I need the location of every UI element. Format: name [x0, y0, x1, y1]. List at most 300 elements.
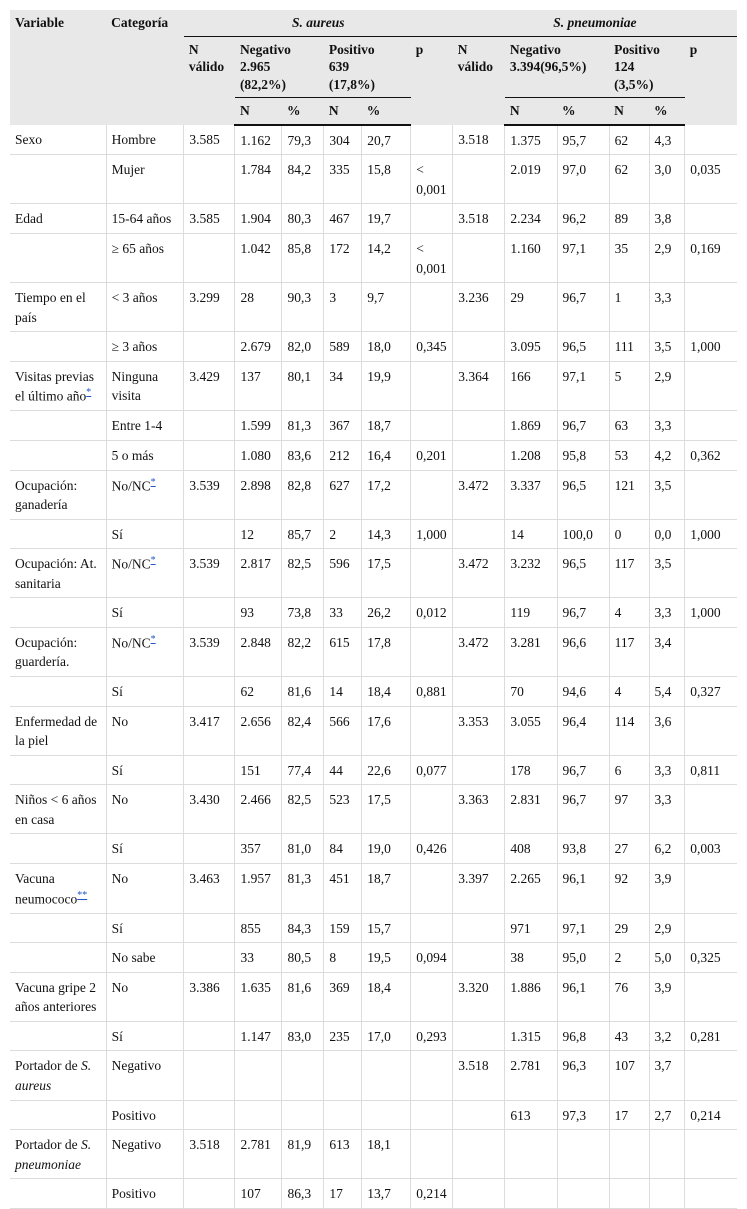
pneu-p-cell: 0,327 [685, 677, 737, 707]
pneu-neg-pct-cell: 96,6 [557, 627, 609, 676]
aureus-neg-pct-cell: 83,0 [282, 1021, 324, 1051]
aureus-neg-pct-cell: 83,6 [282, 440, 324, 470]
n-valido-cell [184, 598, 235, 628]
aureus-p-cell [411, 549, 453, 598]
n-valido-cell [453, 411, 505, 441]
aureus-neg-pct-cell: 80,1 [282, 361, 324, 411]
aureus-neg-n-cell: 1.904 [235, 204, 282, 234]
aureus-neg-pct-cell: 81,3 [282, 863, 324, 913]
pneu-pos-pct-cell: 3,0 [649, 155, 685, 204]
aureus-neg-n-cell: 2.817 [235, 549, 282, 598]
n-valido-cell [453, 1130, 505, 1179]
pneu-pos-pct-cell: 3,6 [649, 706, 685, 755]
variable-cell [10, 785, 106, 834]
category-cell [106, 677, 184, 707]
n-valido-cell: 3.236 [453, 283, 505, 332]
pneu-neg-n-cell: 3.095 [505, 332, 557, 362]
table-row [10, 125, 737, 155]
variable-cell [10, 361, 106, 411]
table-row [10, 470, 737, 519]
pneu-neg-pct-cell: 96,7 [557, 785, 609, 834]
n-valido-cell [184, 755, 235, 785]
aureus-neg-pct-cell: 82,2 [282, 627, 324, 676]
category-cell [106, 627, 184, 676]
header-aureus-negativo: Negativo 2.965 (82,2%) [235, 36, 324, 98]
n-valido-cell: 3.585 [184, 125, 235, 155]
category-cell [106, 755, 184, 785]
pneu-pos-n-cell: 35 [609, 233, 649, 282]
table-row [10, 519, 737, 549]
aureus-pos-n-cell: 615 [324, 627, 362, 676]
pneu-neg-n-cell: 1.208 [505, 440, 557, 470]
pneu-neg-n-cell: 1.375 [505, 125, 557, 155]
aureus-p-cell: < 0,001 [411, 233, 453, 282]
category-cell [106, 155, 184, 204]
n-valido-cell: 3.472 [453, 549, 505, 598]
aureus-p-cell [411, 913, 453, 943]
pneu-neg-n-cell: 971 [505, 913, 557, 943]
pneu-neg-n-cell: 3.232 [505, 549, 557, 598]
category-label: Negativo [111, 1137, 162, 1153]
pneu-neg-n-cell: 2.019 [505, 155, 557, 204]
n-valido-cell [453, 1179, 505, 1209]
header-p-pneumoniae: p [685, 36, 737, 125]
pneu-pos-pct-cell [649, 1130, 685, 1179]
pneu-neg-n-cell [505, 1179, 557, 1209]
category-cell [106, 863, 184, 913]
n-valido-cell: 3.463 [184, 863, 235, 913]
aureus-pos-n-cell: 235 [324, 1021, 362, 1051]
pneu-p-cell [685, 863, 737, 913]
aureus-neg-pct-cell: 77,4 [282, 755, 324, 785]
variable-cell [10, 863, 106, 913]
n-valido-cell: 3.320 [453, 972, 505, 1021]
pneu-neg-pct-cell: 97,1 [557, 913, 609, 943]
footnote-link[interactable]: * [86, 387, 92, 399]
table-row [10, 755, 737, 785]
category-label: No [111, 870, 129, 886]
pneu-pos-pct-cell: 3,8 [649, 204, 685, 234]
category-cell [106, 470, 184, 519]
aureus-neg-pct-cell: 82,4 [282, 706, 324, 755]
aureus-neg-n-cell: 93 [235, 598, 282, 628]
aureus-p-cell [411, 785, 453, 834]
aureus-pos-pct-cell: 18,4 [362, 677, 411, 707]
pneu-pos-n-cell [609, 1130, 649, 1179]
category-cell [106, 1179, 184, 1209]
category-label: Sí [111, 526, 123, 542]
pneu-p-cell: 0,035 [685, 155, 737, 204]
header-pct: % [282, 98, 324, 125]
variable-cell [10, 755, 106, 785]
aureus-neg-pct-cell: 82,5 [282, 785, 324, 834]
category-label: ≥ 3 años [111, 339, 158, 355]
pneu-neg-n-cell: 613 [505, 1100, 557, 1130]
pneu-pos-pct-cell: 4,2 [649, 440, 685, 470]
aureus-pos-pct-cell: 15,7 [362, 913, 411, 943]
pneu-neg-pct-cell: 96,5 [557, 470, 609, 519]
pneu-neg-pct-cell [557, 1179, 609, 1209]
pneu-neg-n-cell: 1.869 [505, 411, 557, 441]
aureus-p-cell [411, 361, 453, 411]
n-valido-cell: 3.364 [453, 361, 505, 411]
category-cell [106, 598, 184, 628]
variable-label: Sexo [15, 131, 42, 147]
aureus-neg-n-cell: 1.080 [235, 440, 282, 470]
pneu-neg-n-cell: 14 [505, 519, 557, 549]
header-n: N [235, 98, 282, 125]
pneu-p-cell [685, 1130, 737, 1179]
variable-cell [10, 470, 106, 519]
aureus-pos-pct-cell: 18,4 [362, 972, 411, 1021]
results-table [10, 10, 737, 1209]
pneu-neg-pct-cell: 96,8 [557, 1021, 609, 1051]
category-cell [106, 1051, 184, 1100]
pneu-pos-n-cell: 114 [609, 706, 649, 755]
pneu-neg-n-cell: 3.337 [505, 470, 557, 519]
n-valido-cell [453, 943, 505, 973]
pneu-p-cell: 1,000 [685, 332, 737, 362]
footnote-link[interactable]: * [150, 555, 156, 567]
aureus-neg-pct-cell: 79,3 [282, 125, 324, 155]
table-row [10, 598, 737, 628]
pneu-pos-pct-cell: 2,7 [649, 1100, 685, 1130]
aureus-neg-pct-cell: 80,3 [282, 204, 324, 234]
category-label: No [111, 792, 129, 808]
aureus-pos-pct-cell [362, 1100, 411, 1130]
n-valido-cell [453, 440, 505, 470]
table-row [10, 913, 737, 943]
aureus-p-cell: 0,201 [411, 440, 453, 470]
variable-label: Portador de [15, 1137, 78, 1153]
header-row-1 [10, 10, 737, 36]
pneu-neg-pct-cell: 95,0 [557, 943, 609, 973]
n-valido-cell [184, 943, 235, 973]
pneu-neg-n-cell: 38 [505, 943, 557, 973]
aureus-p-cell: 0,214 [411, 1179, 453, 1209]
pneu-neg-pct-cell: 97,3 [557, 1100, 609, 1130]
aureus-p-cell [411, 627, 453, 676]
pneu-pos-pct-cell: 3,3 [649, 785, 685, 834]
category-label: Sí [111, 1028, 123, 1044]
aureus-pos-pct-cell: 17,5 [362, 785, 411, 834]
table-row [10, 972, 737, 1021]
category-label: Positivo [111, 1107, 156, 1123]
pneu-pos-n-cell: 27 [609, 834, 649, 864]
table-row [10, 834, 737, 864]
aureus-pos-n-cell: 613 [324, 1130, 362, 1179]
pneu-p-cell: 1,000 [685, 519, 737, 549]
aureus-p-cell: 0,012 [411, 598, 453, 628]
aureus-neg-pct-cell: 86,3 [282, 1179, 324, 1209]
category-cell [106, 1100, 184, 1130]
n-valido-cell [453, 1021, 505, 1051]
header-pneu-positivo: Positivo 124 (3,5%) [609, 36, 685, 98]
aureus-neg-n-cell: 2.679 [235, 332, 282, 362]
pneu-pos-n-cell: 29 [609, 913, 649, 943]
pneu-pos-pct-cell: 5,0 [649, 943, 685, 973]
category-cell [106, 332, 184, 362]
aureus-pos-n-cell [324, 1100, 362, 1130]
aureus-neg-pct-cell [282, 1100, 324, 1130]
header-pct: % [362, 98, 411, 125]
n-valido-cell [184, 440, 235, 470]
aureus-neg-pct-cell: 81,3 [282, 411, 324, 441]
header-p-aureus: p [411, 36, 453, 125]
category-label: Mujer [111, 162, 145, 178]
pneu-p-cell [685, 627, 737, 676]
pneu-p-cell [685, 913, 737, 943]
n-valido-cell [453, 913, 505, 943]
aureus-pos-pct-cell: 17,2 [362, 470, 411, 519]
n-valido-cell: 3.539 [184, 627, 235, 676]
aureus-pos-n-cell: 3 [324, 283, 362, 332]
variable-label: Ocupación: At. sanitaria [15, 556, 97, 591]
variable-cell [10, 598, 106, 628]
n-valido-cell: 3.518 [453, 125, 505, 155]
pneu-neg-n-cell: 1.886 [505, 972, 557, 1021]
n-valido-cell: 3.353 [453, 706, 505, 755]
pneu-p-cell: 0,003 [685, 834, 737, 864]
pneu-pos-n-cell: 63 [609, 411, 649, 441]
pneu-pos-n-cell: 17 [609, 1100, 649, 1130]
pneu-pos-pct-cell: 3,3 [649, 755, 685, 785]
n-valido-cell [184, 1051, 235, 1100]
variable-cell [10, 706, 106, 755]
table-row [10, 1021, 737, 1051]
n-valido-cell [184, 1100, 235, 1130]
category-cell [106, 913, 184, 943]
aureus-neg-pct-cell: 81,6 [282, 972, 324, 1021]
pneu-pos-pct-cell: 3,3 [649, 598, 685, 628]
variable-label: Edad [15, 211, 43, 227]
n-valido-cell: 3.299 [184, 283, 235, 332]
category-cell [106, 440, 184, 470]
variable-cell [10, 834, 106, 864]
header-n: N [609, 98, 649, 125]
variable-cell [10, 549, 106, 598]
table-row [10, 863, 737, 913]
pneu-neg-pct-cell: 95,8 [557, 440, 609, 470]
n-valido-cell: 3.472 [453, 470, 505, 519]
n-valido-cell [184, 677, 235, 707]
pneu-pos-n-cell: 121 [609, 470, 649, 519]
aureus-neg-n-cell: 1.635 [235, 972, 282, 1021]
aureus-neg-pct-cell: 85,8 [282, 233, 324, 282]
aureus-neg-pct-cell: 73,8 [282, 598, 324, 628]
category-label: No [111, 979, 129, 995]
pneu-neg-pct-cell: 96,2 [557, 204, 609, 234]
aureus-pos-pct-cell: 17,8 [362, 627, 411, 676]
pneu-neg-pct-cell: 95,7 [557, 125, 609, 155]
pneu-p-cell [685, 125, 737, 155]
n-valido-cell: 3.518 [453, 1051, 505, 1100]
aureus-neg-n-cell: 137 [235, 361, 282, 411]
n-valido-cell [453, 598, 505, 628]
table-row [10, 1179, 737, 1209]
variable-label: Portador de [15, 1058, 78, 1074]
pneu-p-cell: 0,281 [685, 1021, 737, 1051]
n-valido-cell: 3.429 [184, 361, 235, 411]
footnote-link[interactable]: * [150, 476, 156, 488]
header-n-valido-aureus: N válido [184, 36, 235, 125]
category-label: Sí [111, 684, 123, 700]
aureus-p-cell [411, 283, 453, 332]
aureus-pos-pct-cell: 15,8 [362, 155, 411, 204]
aureus-pos-n-cell: 335 [324, 155, 362, 204]
n-valido-cell [184, 233, 235, 282]
pneu-neg-n-cell: 2.265 [505, 863, 557, 913]
category-label: 15-64 años [111, 211, 172, 227]
pneu-pos-pct-cell: 3,3 [649, 283, 685, 332]
aureus-neg-n-cell: 62 [235, 677, 282, 707]
category-cell [106, 943, 184, 973]
pneu-neg-pct-cell: 97,1 [557, 361, 609, 411]
pneu-neg-pct-cell: 96,7 [557, 411, 609, 441]
aureus-pos-pct-cell: 14,3 [362, 519, 411, 549]
n-valido-cell [184, 155, 235, 204]
aureus-pos-pct-cell: 17,6 [362, 706, 411, 755]
aureus-neg-n-cell: 33 [235, 943, 282, 973]
n-valido-cell [453, 755, 505, 785]
header-n: N [324, 98, 362, 125]
pneu-pos-pct-cell: 4,3 [649, 125, 685, 155]
aureus-p-cell [411, 1051, 453, 1100]
aureus-pos-n-cell: 369 [324, 972, 362, 1021]
n-valido-cell [453, 834, 505, 864]
category-cell [106, 519, 184, 549]
variable-label: Vacuna gripe 2 años anteriores [15, 979, 97, 1015]
aureus-pos-n-cell: 523 [324, 785, 362, 834]
aureus-pos-pct-cell: 18,7 [362, 863, 411, 913]
pneu-p-cell [685, 972, 737, 1021]
aureus-pos-n-cell: 367 [324, 411, 362, 441]
variable-cell [10, 627, 106, 676]
pneu-pos-n-cell: 5 [609, 361, 649, 411]
header-pneumoniae: S. pneumoniae [453, 10, 737, 36]
category-cell [106, 233, 184, 282]
category-label: ≥ 65 años [111, 240, 165, 256]
n-valido-cell: 3.386 [184, 972, 235, 1021]
pneu-neg-n-cell [505, 1130, 557, 1179]
variable-cell [10, 125, 106, 155]
aureus-neg-n-cell: 855 [235, 913, 282, 943]
table-row [10, 1051, 737, 1100]
variable-organism: S. pneumoniae [15, 1137, 92, 1172]
pneu-neg-pct-cell: 96,4 [557, 706, 609, 755]
n-valido-cell: 3.518 [184, 1130, 235, 1179]
pneu-neg-pct-cell: 93,8 [557, 834, 609, 864]
n-valido-cell [453, 677, 505, 707]
aureus-neg-n-cell: 2.781 [235, 1130, 282, 1179]
n-valido-cell [184, 834, 235, 864]
pneu-neg-n-cell: 408 [505, 834, 557, 864]
pneu-pos-pct-cell: 3,4 [649, 627, 685, 676]
category-label: Sí [111, 762, 123, 778]
aureus-pos-n-cell [324, 1051, 362, 1100]
footnote-link[interactable]: ** [77, 889, 88, 901]
category-cell [106, 834, 184, 864]
category-cell [106, 785, 184, 834]
pneu-neg-n-cell: 178 [505, 755, 557, 785]
n-valido-cell [184, 332, 235, 362]
pneu-neg-n-cell: 70 [505, 677, 557, 707]
aureus-neg-pct-cell: 84,3 [282, 913, 324, 943]
variable-cell [10, 233, 106, 282]
variable-cell [10, 440, 106, 470]
aureus-pos-n-cell: 304 [324, 125, 362, 155]
pneu-neg-pct-cell: 96,1 [557, 972, 609, 1021]
pneu-pos-pct-cell: 3,7 [649, 1051, 685, 1100]
pneu-neg-pct-cell: 96,7 [557, 283, 609, 332]
pneu-pos-n-cell [609, 1179, 649, 1209]
variable-cell [10, 411, 106, 441]
variable-cell [10, 1051, 106, 1100]
pneu-pos-pct-cell: 0,0 [649, 519, 685, 549]
pneu-pos-pct-cell: 2,9 [649, 913, 685, 943]
aureus-pos-n-cell: 44 [324, 755, 362, 785]
aureus-pos-pct-cell: 19,5 [362, 943, 411, 973]
aureus-p-cell [411, 972, 453, 1021]
pneu-neg-pct-cell: 96,3 [557, 1051, 609, 1100]
n-valido-cell: 3.539 [184, 549, 235, 598]
table-row [10, 440, 737, 470]
pneu-p-cell: 1,000 [685, 598, 737, 628]
aureus-pos-n-cell: 566 [324, 706, 362, 755]
aureus-pos-pct-cell: 16,4 [362, 440, 411, 470]
variable-cell [10, 943, 106, 973]
category-label: 5 o más [111, 447, 154, 463]
variable-label: Visitas previas el último año [15, 368, 95, 404]
header-pct: % [649, 98, 685, 125]
aureus-p-cell [411, 1100, 453, 1130]
table-row [10, 204, 737, 234]
aureus-neg-n-cell: 1.147 [235, 1021, 282, 1051]
category-label: Ninguna visita [111, 368, 159, 404]
category-label: No/NC [111, 635, 151, 651]
footnote-link[interactable]: * [150, 633, 156, 645]
aureus-pos-n-cell: 451 [324, 863, 362, 913]
aureus-pos-pct-cell [362, 1051, 411, 1100]
pneu-p-cell [685, 470, 737, 519]
aureus-neg-pct-cell: 80,5 [282, 943, 324, 973]
n-valido-cell: 3.518 [453, 204, 505, 234]
category-label: Entre 1-4 [111, 418, 163, 434]
n-valido-cell [453, 155, 505, 204]
pneu-pos-n-cell: 4 [609, 677, 649, 707]
aureus-pos-pct-cell: 19,7 [362, 204, 411, 234]
aureus-pos-pct-cell: 18,1 [362, 1130, 411, 1179]
variable-label: Ocupación: guardería. [15, 634, 78, 670]
aureus-pos-pct-cell: 13,7 [362, 1179, 411, 1209]
aureus-p-cell: 0,881 [411, 677, 453, 707]
table-row [10, 785, 737, 834]
aureus-p-cell [411, 204, 453, 234]
header-aureus-positivo: Positivo 639 (17,8%) [324, 36, 411, 98]
table-row [10, 677, 737, 707]
pneu-neg-n-cell: 2.781 [505, 1051, 557, 1100]
pneu-neg-n-cell: 1.160 [505, 233, 557, 282]
aureus-pos-pct-cell: 18,0 [362, 332, 411, 362]
aureus-p-cell: 1,000 [411, 519, 453, 549]
pneu-pos-n-cell: 107 [609, 1051, 649, 1100]
variable-cell [10, 677, 106, 707]
aureus-neg-pct-cell: 81,0 [282, 834, 324, 864]
n-valido-cell: 3.585 [184, 204, 235, 234]
aureus-pos-pct-cell: 22,6 [362, 755, 411, 785]
header-n: N [505, 98, 557, 125]
n-valido-cell [184, 1179, 235, 1209]
